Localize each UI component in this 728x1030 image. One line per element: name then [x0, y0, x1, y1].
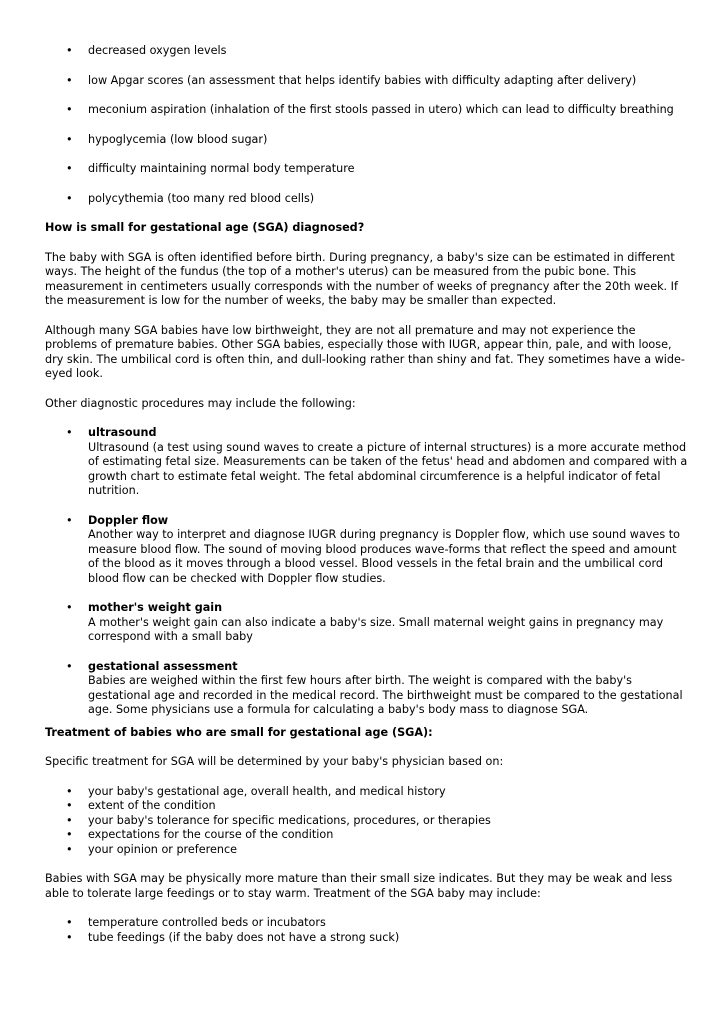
list-item: • your baby's gestational age, overall health, and medical history [66, 784, 446, 798]
bullet-icon: • [66, 426, 73, 439]
procedures-list [45, 426, 690, 718]
bullet-icon: • [66, 784, 73, 798]
document-page [45, 44, 690, 945]
bullet-icon: • [66, 799, 73, 812]
procedure-desc: Ultrasound (a test using sound waves to create a picture of internal structures) is a more accurate method of estimating fetal size. Measurements can be taken of the fetus' head and abdomen and compared with a growth chart to estimate fetal weight. The fetal abdominal circumference is a helpful indicator of fetal nutrition. [88, 440, 688, 497]
list-item [45, 514, 690, 587]
bullet-icon: • [66, 513, 73, 527]
list-item: • your opinion or preference [66, 842, 237, 856]
factors-list [45, 785, 690, 858]
procedure-term: Doppler flow [88, 513, 169, 527]
list-item [45, 660, 690, 718]
list-item: • polycythemia (too many red blood cells) [66, 191, 315, 205]
treatment-options-list [45, 916, 690, 945]
bullet-icon: • [66, 191, 73, 205]
bullet-icon: • [66, 930, 73, 944]
list-item: • temperature controlled beds or incubators [66, 916, 326, 929]
bullet-icon: • [66, 132, 73, 146]
diagnosis-paragraph: Other diagnostic procedures may include the following: [45, 396, 356, 410]
treatment-paragraph: Babies with SGA may be physically more mature than their small size indicates. But they may be weak and less able to tolerate large feedings or to stay warm. Treatment of the SGA baby may include: [45, 872, 673, 900]
treatment-heading: Treatment of babies who are small for gestational age (SGA): [45, 725, 433, 739]
list-item: • meconium aspiration (inhalation of the first stools passed in utero) which can lead to difficulty breathing [66, 103, 674, 116]
bullet-icon: • [66, 916, 73, 929]
diagnosis-paragraph: The baby with SGA is often identified before birth. During pregnancy, a baby's size can be estimated in different ways. The height of the fundus (the top of a mother's uterus) can be measured from the pubic bone. This measurement in centimeters usually corresponds with the number of weeks of pregnancy after the 20th week. If the measurement is low for the number of weeks, the baby may be smaller than expected. [45, 250, 678, 307]
list-item: • difficulty maintaining normal body temperature [66, 162, 355, 175]
procedure-term: ultrasound [88, 426, 157, 439]
list-item: • hypoglycemia (low blood sugar) [66, 132, 268, 146]
treatment-paragraph: Specific treatment for SGA will be determined by your baby's physician based on: [45, 755, 504, 768]
diagnosis-paragraph: Although many SGA babies have low birthweight, they are not all premature and may not experience the problems of premature babies. Other SGA babies, especially those with IUGR, appear thin, pale, and with loose, dry skin. The umbilical cord is often thin, and dull-looking rather than shiny and fat. They sometimes have a wide-eyed look. [45, 323, 685, 380]
procedure-term: mother's weight gain [88, 601, 223, 614]
complications-list [45, 44, 690, 206]
bullet-icon: • [66, 601, 73, 614]
list-item: • tube feedings (if the baby does not have a strong suck) [66, 930, 400, 944]
list-item [45, 426, 690, 499]
procedure-desc: Another way to interpret and diagnose IUGR during pregnancy is Doppler flow, which use sound waves to measure blood flow. The sound of moving blood produces wave-forms that reflect the speed and amount of the blood as it moves through a blood vessel. Blood vessels in the fetal brain and the umbilical cord blood flow can be checked with Doppler flow studies. [88, 528, 680, 585]
bullet-icon: • [66, 828, 73, 841]
bullet-icon: • [66, 103, 73, 116]
bullet-icon: • [66, 659, 73, 673]
bullet-icon: • [66, 813, 73, 827]
list-item: • your baby's tolerance for specific medications, procedures, or therapies [66, 813, 491, 827]
bullet-icon: • [66, 162, 73, 175]
list-item: • low Apgar scores (an assessment that helps identify babies with difficulty adapting after delivery) [66, 73, 637, 87]
procedure-desc: Babies are weighed within the first few hours after birth. The weight is compared with the baby's gestational age and recorded in the medical record. The birthweight must be compared to the gestational age. Some physicians use a formula for calculating a baby's body mass to diagnose SGA. [88, 674, 683, 716]
list-item: • expectations for the course of the condition [66, 828, 334, 841]
bullet-icon: • [66, 44, 73, 57]
procedure-term: gestational assessment [88, 659, 238, 673]
diagnosis-heading: How is small for gestational age (SGA) diagnosed? [45, 221, 365, 234]
procedure-desc: A mother's weight gain can also indicate a baby's size. Small maternal weight gains in pregnancy may correspond with a small baby [88, 615, 664, 643]
list-item: • decreased oxygen levels [66, 44, 227, 57]
list-item [45, 601, 690, 645]
bullet-icon: • [66, 842, 73, 856]
bullet-icon: • [66, 73, 73, 87]
list-item: • extent of the condition [66, 799, 216, 812]
